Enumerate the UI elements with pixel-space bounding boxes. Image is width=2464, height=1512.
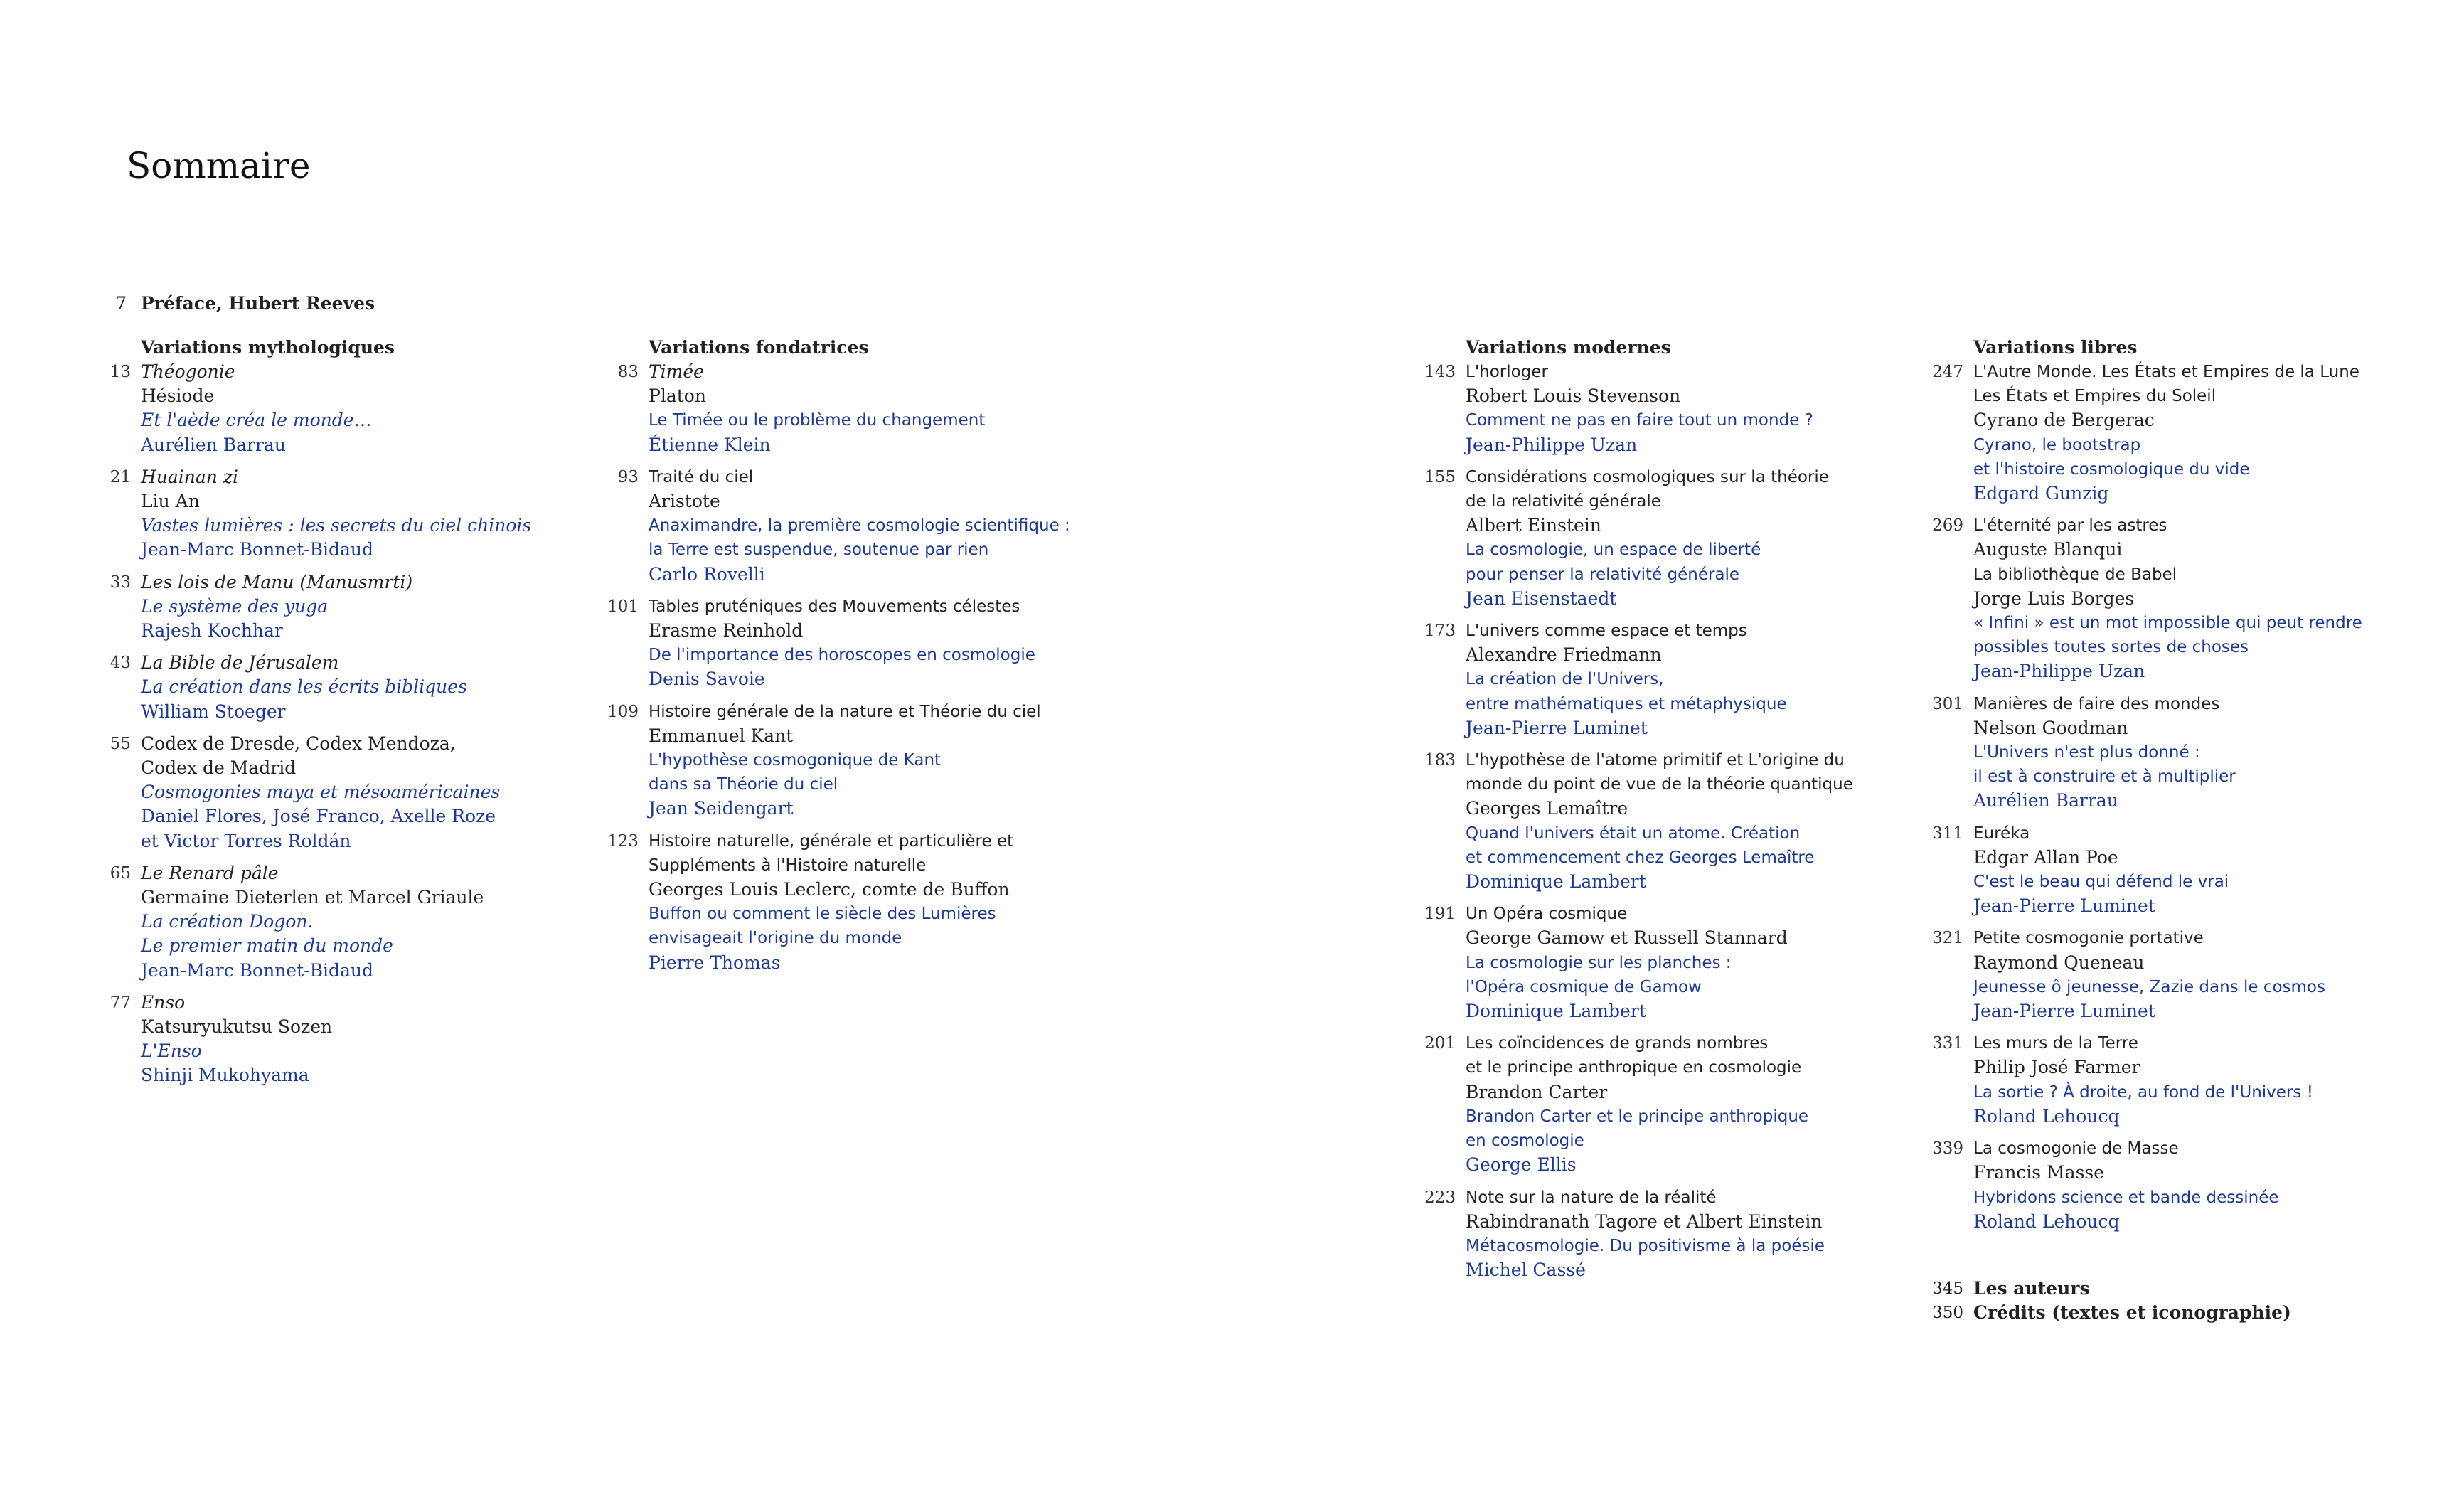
essay-title: De l'importance des horoscopes en cosmologie: [649, 646, 1035, 665]
section-heading: Variations libres: [1973, 337, 2138, 358]
toc-entry[interactable]: [1932, 1031, 2362, 1129]
toc-entry[interactable]: [1932, 513, 2362, 683]
work-title: Petite cosmogonie portative: [1973, 929, 2204, 948]
credits-entry[interactable]: [1932, 1301, 2291, 1325]
toc-entry[interactable]: [1932, 926, 2362, 1023]
toc-entry[interactable]: [1932, 821, 2362, 919]
essay-title: envisageait l'origine du monde: [649, 929, 902, 948]
entry-label: Crédits (textes et iconographie): [1973, 1302, 2291, 1323]
essay-title: Quand l'univers était un atome. Création: [1466, 824, 1801, 843]
essay-title: il est à construire et à multiplier: [1973, 767, 2236, 787]
column-mythologiques: [107, 336, 531, 1096]
work-title: Théogonie: [141, 361, 235, 382]
essay-title: possibles toutes sortes de choses: [1973, 638, 2249, 657]
toc-entry[interactable]: [1932, 692, 2362, 814]
work-title: Histoire générale de la nature et Théorie du ciel: [649, 702, 1041, 721]
toc-entry[interactable]: [107, 570, 531, 644]
page-number: 339: [1932, 1139, 1963, 1159]
author-name: Francis Masse: [1973, 1162, 2105, 1183]
page-number: 77: [110, 993, 131, 1012]
author-name: Codex de Madrid: [141, 757, 297, 779]
commentator-name: Dominique Lambert: [1466, 1001, 1646, 1022]
toc-entry[interactable]: [1424, 902, 1853, 1023]
commentator-name: Jean-Philippe Uzan: [1466, 434, 1638, 455]
toc-entry[interactable]: [107, 732, 531, 853]
page-number: 183: [1424, 751, 1456, 770]
commentator-name: Aurélien Barrau: [1973, 790, 2118, 811]
essay-title: Et l'aède créa le monde…: [141, 410, 372, 431]
work-title: La cosmogonie de Masse: [1973, 1139, 2179, 1159]
page-number: 55: [110, 734, 131, 753]
commentator-name: Carlo Rovelli: [649, 563, 765, 585]
author-name: Cyrano de Bergerac: [1973, 410, 2155, 431]
page-number: 201: [1424, 1034, 1456, 1053]
essay-title: Le premier matin du monde: [141, 935, 393, 957]
commentator-name: Edgard Gunzig: [1973, 483, 2109, 504]
entry-label: Les auteurs: [1973, 1278, 2090, 1299]
toc-entry[interactable]: [1424, 465, 1853, 611]
section-heading: Variations fondatrices: [649, 337, 869, 358]
toc-entry[interactable]: [1424, 1031, 1853, 1177]
toc-entry[interactable]: [1424, 619, 1853, 740]
essay-title: L'Univers n'est plus donné :: [1973, 743, 2200, 762]
essay-title: Jeunesse ô jeunesse, Zazie dans le cosmos: [1973, 977, 2325, 996]
work-title: Considérations cosmologiques sur la théorie: [1466, 467, 1829, 486]
essay-title: l'Opéra cosmique de Gamow: [1466, 977, 1702, 996]
toc-entry[interactable]: [1424, 748, 1853, 894]
author-name: Albert Einstein: [1466, 515, 1601, 536]
author-name: Emmanuel Kant: [649, 725, 794, 746]
page-number: 33: [110, 573, 131, 592]
essay-title: et l'histoire cosmologique du vide: [1973, 459, 2250, 479]
essay-title: Buffon ou comment le siècle des Lumières: [649, 905, 996, 924]
back-matter: [1932, 1277, 2291, 1325]
page-number: 93: [617, 467, 639, 486]
work-title: Les murs de la Terre: [1973, 1034, 2138, 1053]
author-name: Edgar Allan Poe: [1973, 846, 2118, 868]
page-number: 123: [607, 831, 639, 851]
page-number: 311: [1932, 824, 1963, 843]
page-number: 345: [1932, 1279, 1963, 1298]
essay-title: la Terre est suspendue, soutenue par rien: [649, 541, 989, 560]
essay-title: entre mathématiques et métaphysique: [1466, 694, 1787, 713]
essay-title: La cosmologie sur les planches :: [1466, 953, 1732, 972]
column-modernes: [1424, 336, 1853, 1290]
toc-entry[interactable]: [107, 651, 531, 724]
essay-title: La création Dogon.: [141, 911, 314, 932]
section-heading: Variations modernes: [1466, 337, 1671, 358]
essay-title: Comment ne pas en faire tout un monde ?: [1466, 411, 1813, 430]
work-title: Note sur la nature de la réalité: [1466, 1188, 1717, 1207]
author-name: Hésiode: [141, 385, 215, 407]
page-number: 83: [617, 363, 639, 381]
commentator-name: Roland Lehoucq: [1973, 1210, 2120, 1232]
preface-label: Préface, Hubert Reeves: [141, 293, 375, 314]
toc-entry[interactable]: [607, 595, 1070, 692]
toc-entry[interactable]: [1424, 1186, 1853, 1283]
work-title: Suppléments à l'Histoire naturelle: [649, 856, 927, 875]
author-name: George Gamow et Russell Stannard: [1466, 927, 1788, 949]
author-name: Jorge Luis Borges: [1973, 587, 2135, 609]
essay-title: « Infini » est un mot impossible qui peut rendre: [1973, 614, 2362, 633]
author-name: Philip José Farmer: [1973, 1057, 2140, 1078]
commentator-name: Jean-Pierre Luminet: [1973, 1001, 2155, 1022]
commentator-name: Jean-Pierre Luminet: [1466, 717, 1648, 738]
commentator-name: Rajesh Kochhar: [141, 620, 283, 641]
column-libres: [1932, 336, 2362, 1242]
essay-title: Brandon Carter et le principe anthropique: [1466, 1107, 1809, 1126]
page-number: 350: [1932, 1304, 1963, 1322]
work-title: L'univers comme espace et temps: [1466, 622, 1747, 641]
essay-title: dans sa Théorie du ciel: [649, 775, 838, 794]
toc-entry[interactable]: [1932, 360, 2362, 506]
work-title: Le Renard pâle: [141, 862, 279, 883]
essay-title: et commencement chez Georges Lemaître: [1466, 848, 1815, 867]
work-title: et le principe anthropique en cosmologie: [1466, 1058, 1802, 1077]
toc-entry[interactable]: [607, 700, 1070, 821]
essay-title: La cosmologie, un espace de liberté: [1466, 541, 1761, 560]
toc-entry[interactable]: [1424, 360, 1853, 457]
essay-title: L'hypothèse cosmogonique de Kant: [649, 751, 942, 770]
work-title: Les lois de Manu (Manusmrti): [141, 571, 413, 592]
commentator-name: Denis Savoie: [649, 669, 765, 690]
commentator-name: Pierre Thomas: [649, 952, 781, 973]
essay-title: La création de l'Univers,: [1466, 670, 1664, 689]
work-title: Euréka: [1973, 824, 2030, 843]
author-name: Georges Louis Leclerc, comte de Buffon: [649, 879, 1010, 900]
toc-entry[interactable]: [107, 465, 531, 563]
section-heading: Variations mythologiques: [141, 337, 395, 358]
author-name: Georges Lemaître: [1466, 798, 1628, 819]
author-name: Rabindranath Tagore et Albert Einstein: [1466, 1210, 1823, 1232]
work-title: monde du point de vue de la théorie quantique: [1466, 775, 1853, 794]
author-name: Germaine Dieterlen et Marcel Griaule: [141, 887, 484, 908]
toc-entry[interactable]: [614, 465, 1070, 587]
essay-title: Le système des yuga: [141, 595, 329, 617]
commentator-name: Étienne Klein: [649, 434, 771, 455]
commentator-name: et Victor Torres Roldán: [141, 830, 351, 851]
commentator-name: Dominique Lambert: [1466, 871, 1646, 893]
work-title: Manières de faire des mondes: [1973, 694, 2220, 713]
toc-entry[interactable]: [107, 360, 531, 457]
commentator-name: Jean-Marc Bonnet-Bidaud: [141, 959, 373, 981]
work-title: L'Autre Monde. Les États et Empires de la Lune: [1973, 363, 2359, 381]
page-number: 223: [1424, 1188, 1456, 1207]
toc-entry[interactable]: [107, 991, 531, 1088]
page-number: 301: [1932, 694, 1963, 713]
essay-title: Vastes lumières : les secrets du ciel chinois: [141, 515, 532, 536]
page-number: 7: [115, 293, 127, 314]
work-title: Traité du ciel: [649, 467, 754, 486]
author-name: Raymond Queneau: [1973, 952, 2145, 973]
essay-title: Le Timée ou le problème du changement: [649, 411, 986, 430]
author-name: Nelson Goodman: [1973, 717, 2128, 738]
column-fondatrices: [607, 336, 1070, 983]
work-title: L'éternité par les astres: [1973, 516, 2167, 536]
page-number: 43: [110, 654, 131, 673]
work-title: de la relativité générale: [1466, 492, 1661, 511]
work-title: L'horloger: [1466, 363, 1548, 381]
commentator-name: Jean-Pierre Luminet: [1973, 895, 2155, 917]
author-name: Liu An: [141, 491, 200, 512]
author-name: Auguste Blanqui: [1973, 539, 2123, 560]
page-title: Sommaire: [127, 145, 311, 186]
page-number: 109: [607, 702, 639, 721]
author-name: Aristote: [649, 491, 720, 512]
essay-title: La création dans les écrits bibliques: [141, 676, 467, 698]
commentator-name: Aurélien Barrau: [141, 434, 286, 455]
work-title: Les coïncidences de grands nombres: [1466, 1034, 1769, 1053]
work-title: Timée: [649, 361, 704, 382]
page-number: 65: [110, 863, 131, 883]
commentator-name: Jean Seidengart: [649, 798, 794, 819]
page-number: 191: [1424, 905, 1456, 924]
page-number: 21: [110, 467, 131, 486]
work-title: Enso: [141, 991, 186, 1013]
work-title: Un Opéra cosmique: [1466, 905, 1628, 924]
page-number: 269: [1932, 516, 1963, 536]
page-number: 247: [1932, 363, 1963, 381]
work-title: L'hypothèse de l'atome primitif et L'origine du: [1466, 751, 1845, 770]
commentator-name: Jean-Marc Bonnet-Bidaud: [141, 539, 373, 560]
page-number: 101: [607, 597, 639, 616]
author-name: Katsuryukutsu Sozen: [141, 1016, 333, 1038]
page-number: 173: [1424, 622, 1456, 641]
toc-entry[interactable]: [614, 360, 1070, 457]
commentator-name: Daniel Flores, José Franco, Axelle Roze: [141, 806, 496, 827]
toc-entry[interactable]: [1932, 1136, 2362, 1234]
essay-title: La sortie ? À droite, au fond de l'Univers !: [1973, 1082, 2313, 1102]
commentator-name: William Stoeger: [141, 701, 286, 722]
work-title: Les États et Empires du Soleil: [1973, 387, 2217, 406]
essay-title: Hybridons science et bande dessinée: [1973, 1188, 2279, 1207]
page-number: 321: [1932, 929, 1963, 948]
page-number: 143: [1424, 363, 1456, 381]
author-name: Erasme Reinhold: [649, 620, 804, 641]
toc-entry[interactable]: [607, 829, 1070, 975]
author-name: Robert Louis Stevenson: [1466, 385, 1681, 407]
essay-title: pour penser la relativité générale: [1466, 565, 1740, 584]
essay-title: Métacosmologie. Du positivisme à la poésie: [1466, 1236, 1825, 1255]
commentator-name: Roland Lehoucq: [1973, 1105, 2120, 1127]
author-name: Brandon Carter: [1466, 1081, 1608, 1102]
commentator-name: Shinji Mukohyama: [141, 1065, 309, 1086]
work-title: La Bible de Jérusalem: [141, 652, 339, 674]
work-title: Huainan zi: [141, 466, 239, 487]
essay-title: en cosmologie: [1466, 1132, 1584, 1151]
essay-title: L'Enso: [141, 1040, 202, 1062]
essay-title: Cosmogonies maya et mésoaméricaines: [141, 782, 501, 803]
authors-entry[interactable]: [1932, 1277, 2291, 1301]
commentator-name: Jean Eisenstaedt: [1466, 587, 1617, 609]
page-number: 155: [1424, 467, 1456, 486]
author-name: Codex de Dresde, Codex Mendoza,: [141, 733, 456, 754]
toc-entry[interactable]: [107, 861, 531, 983]
work-title: Histoire naturelle, générale et particulière et: [649, 831, 1014, 851]
page-number: 13: [110, 363, 131, 381]
author-name: Alexandre Friedmann: [1466, 644, 1662, 666]
work-title: La bibliothèque de Babel: [1973, 565, 2177, 584]
preface-entry[interactable]: [107, 292, 604, 316]
commentator-name: Michel Cassé: [1466, 1260, 1586, 1281]
work-title: Tables pruténiques des Mouvements célestes: [649, 597, 1020, 616]
essay-title: Anaximandre, la première cosmologie scientifique :: [649, 516, 1070, 536]
page-number: 331: [1932, 1034, 1963, 1053]
essay-title: Cyrano, le bootstrap: [1973, 435, 2141, 454]
essay-title: C'est le beau qui défend le vrai: [1973, 873, 2229, 892]
commentator-name: George Ellis: [1466, 1154, 1577, 1176]
author-name: Platon: [649, 385, 706, 407]
commentator-name: Jean-Philippe Uzan: [1973, 661, 2145, 682]
